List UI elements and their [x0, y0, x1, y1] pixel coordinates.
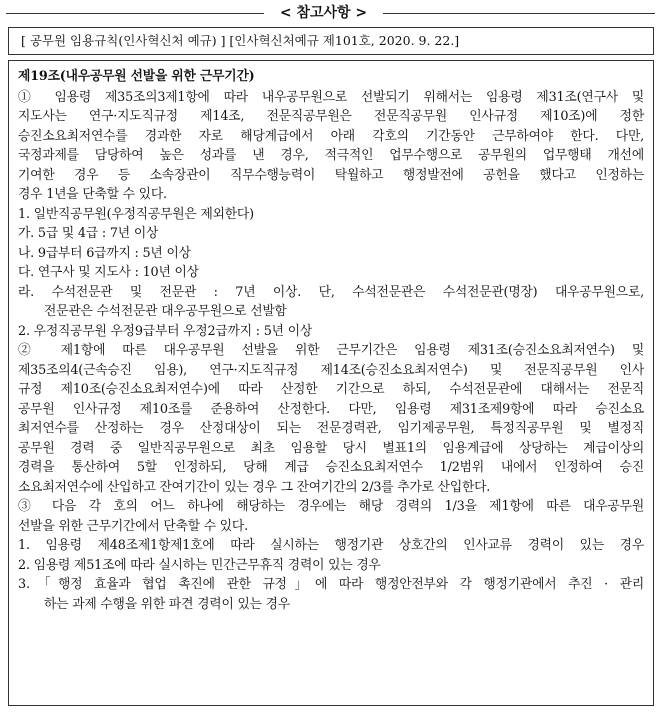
article-line: 공무원 인사규정 제10조를 준용하여 산정한다. 다만, 임용령 제31조제9항에 따라 승진소요 [18, 401, 644, 417]
article-title: 제19조(내우공무원 선발을 위한 근무기간) [18, 69, 255, 84]
article-line: 국정과제를 담당하여 높은 성과를 낸 경우, 적극적인 업무수행으로 공무원의 업무행태 개선에 [18, 148, 644, 163]
article-line: ① 임용령 제35조의3제1항에 따라 내우공무원으로 선발되기 위해서는 임용령 제31조(연구사 및 [18, 89, 644, 105]
article-line: 경력을 통산하여 5할 인정하되, 당해 계급 승진소요최저연수 1/2범위 내에서 인정하여 승진 [18, 460, 644, 475]
article-content [18, 67, 648, 614]
article-line: 다. 연구사 및 지도사 : 10년 이상 [18, 265, 199, 280]
article-line: 공무원 경력 중 일반직공무원으로 최초 임용할 당시 별표1의 임용계급에 상당하는 계급이상의 [18, 440, 644, 456]
article-line: ③ 다음 각 호의 어느 하나에 해당하는 경우에는 해당 경력의 1/3을 제1항에 따른 대우공무원 [18, 499, 644, 514]
article-line: 선발을 위한 근무기간에서 단축할 수 있다. [18, 518, 248, 534]
article-line: 1. 임용령 제48조제1항제1호에 따라 실시하는 행정기관 상호간의 인사교류 경력이 있는 경우 [18, 538, 644, 553]
article-line: 기여한 경우 등 소속장관이 직무수행능력이 탁월하고 행정발전에 공헌을 했다고 인정하는 [18, 167, 644, 183]
article-line: 2. 임용령 제51조에 따라 실시하는 민간근무휴직 경력이 있는 경우 [18, 557, 381, 573]
article-line: 경우 1년을 단축할 수 있다. [18, 187, 167, 202]
header-rule-right [383, 13, 655, 14]
header-rule-left [6, 13, 264, 14]
article-line: 1. 일반직공무원(우정직공무원은 제외한다) [18, 206, 254, 222]
notes-header [0, 4, 661, 22]
article-line: 규정 제10조(승진소요최저연수)에 따라 산정한 기간으로 하되, 수석전문관에 대해서는 전문직 [18, 382, 644, 397]
article-line: 나. 9급부터 6급까지 : 5년 이상 [18, 245, 191, 261]
article-line: 최저연수를 산정하는 경우 산정대상이 되는 전문경력관, 임기제공무원, 특정직공무원 및 별정직 [18, 421, 644, 436]
article-line: 3.「행정 효율과 협업 촉진에 관한 규정」에 따라 행정안전부와 각 행정기관에서 추진 · 관리 [18, 577, 644, 592]
article-body [18, 88, 648, 615]
notes-title: < 참고사항 > [279, 5, 368, 21]
article-line: 라. 수석전문관 및 전문관 : 7년 이상. 단, 수석전문관은 수석전문관(명장) 대우공무원으로, [18, 284, 644, 300]
article-line: 소요최저연수에 산입하고 잔여기간이 있는 경우 그 잔여기간의 2/3를 추가로 산입한다. [18, 479, 491, 495]
article-line: ② 제1항에 따른 대우공무원 선발을 위한 근무기간은 임용령 제31조(승진소요최저연수) 및 [18, 343, 644, 358]
article-line: 2. 우정직공무원 우정9급부터 우정2급까지 : 5년 이상 [18, 323, 313, 339]
article-line: 하는 과제 수행을 위한 파견 경력이 있는 경우 [44, 596, 290, 612]
article-line: 지도사는 연구·지도직규정 제14조, 전문직공무원은 전문직공무원 인사규정 제10조)에 정한 [18, 109, 644, 124]
article-line: 전문관은 수석전문관 대우공무원으로 선발함 [44, 304, 287, 319]
article-line: 가. 5급 및 4급 : 7년 이상 [18, 226, 159, 241]
article-line: 제35조의4(근속승진 임용), 연구·지도직규정 제14조(승진소요최저연수) 및 전문직공무원 인사 [18, 362, 644, 378]
source-citation: [ 공무원 임용규칙(인사혁신처 예규) ] [인사혁신처예규 제101호, 2020. 9. 22.] [8, 27, 654, 55]
article-line: 승진소요최저연수를 경과한 자로 해당계급에서 아래 각호의 기간동안 근무하여야 한다. 다만, [18, 128, 644, 144]
